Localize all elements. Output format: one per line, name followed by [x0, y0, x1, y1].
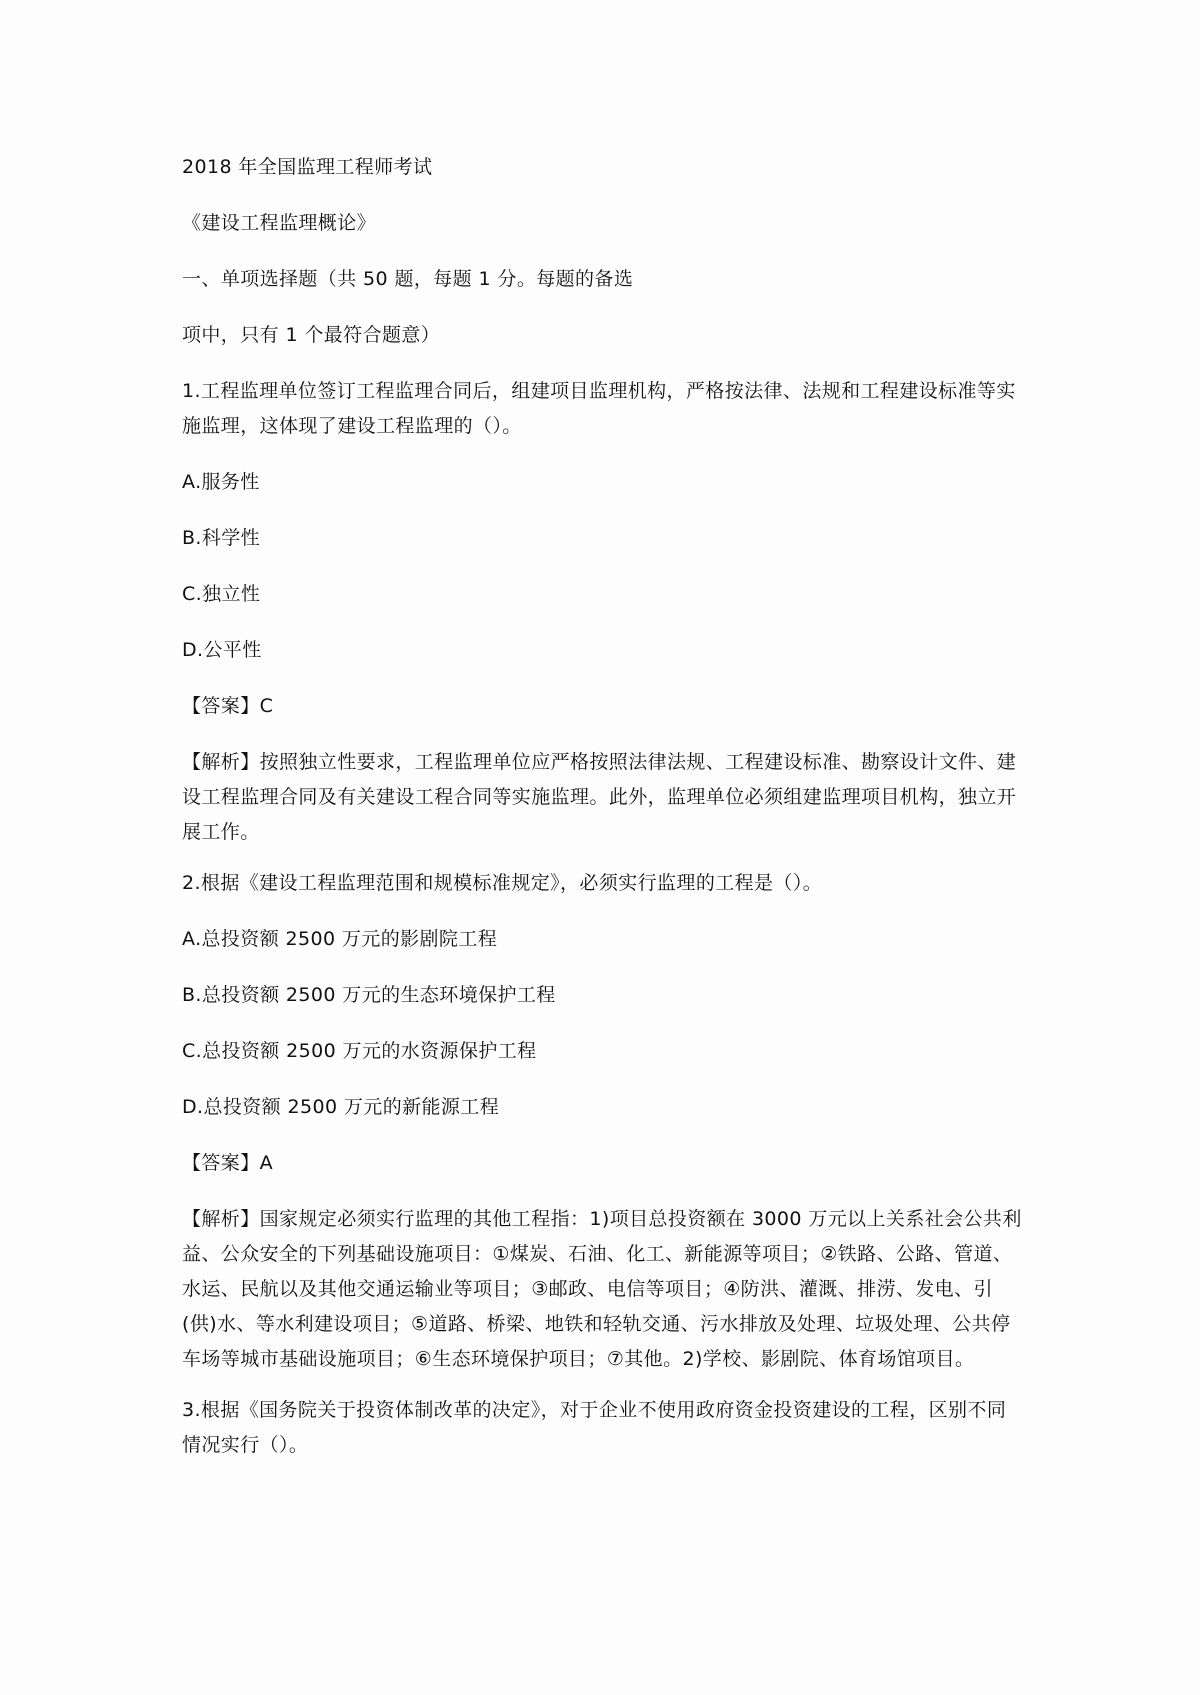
- question-1-answer: 【答案】C: [182, 695, 274, 717]
- section-heading-line-1: 一、单项选择题（共 50 题，每题 1 分。每题的备选: [182, 268, 634, 290]
- exam-title: 2018 年全国监理工程师考试: [182, 156, 433, 178]
- question-1-option-d: D.公平性: [182, 639, 262, 661]
- question-2-option-d: D.总投资额 2500 万元的新能源工程: [182, 1096, 500, 1118]
- question-2-answer: 【答案】A: [182, 1152, 273, 1174]
- question-1-option-c: C.独立性: [182, 583, 261, 605]
- question-2-stem: 2.根据《建设工程监理范围和规模标准规定》，必须实行监理的工程是（）。: [182, 872, 823, 894]
- question-2-option-a: A.总投资额 2500 万元的影剧院工程: [182, 928, 498, 950]
- subject-title: 《建设工程监理概论》: [182, 212, 377, 234]
- question-3-stem: 3.根据《国务院关于投资体制改革的决定》，对于企业不使用政府资金投资建设的工程，区别不同情况实行（）。: [182, 1399, 1007, 1456]
- question-1-option-b: B.科学性: [182, 527, 261, 549]
- section-heading-line-2: 项中，只有 1 个最符合题意）: [182, 324, 441, 346]
- question-1-analysis: 【解析】按照独立性要求，工程监理单位应严格按照法律法规、工程建设标准、勘察设计文件、建设工程监理合同及有关建设工程合同等实施监理。此外，监理单位必须组建监理项目机构，独立开展工作。: [182, 751, 1017, 843]
- question-2-analysis: 【解析】国家规定必须实行监理的其他工程指：1)项目总投资额在 3000 万元以上关系社会公共利益、公众安全的下列基础设施项目：①煤炭、石油、化工、新能源等项目；②铁路、公路、管道、水运、民航以及其他交通运输业等项目；③邮政、电信等项目；④防洪、灌溉、排涝、发电、引(供)水、等水利建设项目；⑤道路、桥梁、地铁和轻轨交通、污水排放及处理、垃圾处理、公共停车场等城市基础设施项目；⑥生态环境保护项目；⑦其他。2)学校、影剧院、体育场馆项目。: [182, 1208, 1022, 1370]
- question-1-stem: 1.工程监理单位签订工程监理合同后，组建项目监理机构，严格按法律、法规和工程建设标准等实施监理，这体现了建设工程监理的（）。: [182, 380, 1016, 437]
- question-1-option-a: A.服务性: [182, 471, 260, 493]
- question-2-option-c: C.总投资额 2500 万元的水资源保护工程: [182, 1040, 537, 1062]
- question-2-option-b: B.总投资额 2500 万元的生态环境保护工程: [182, 984, 556, 1006]
